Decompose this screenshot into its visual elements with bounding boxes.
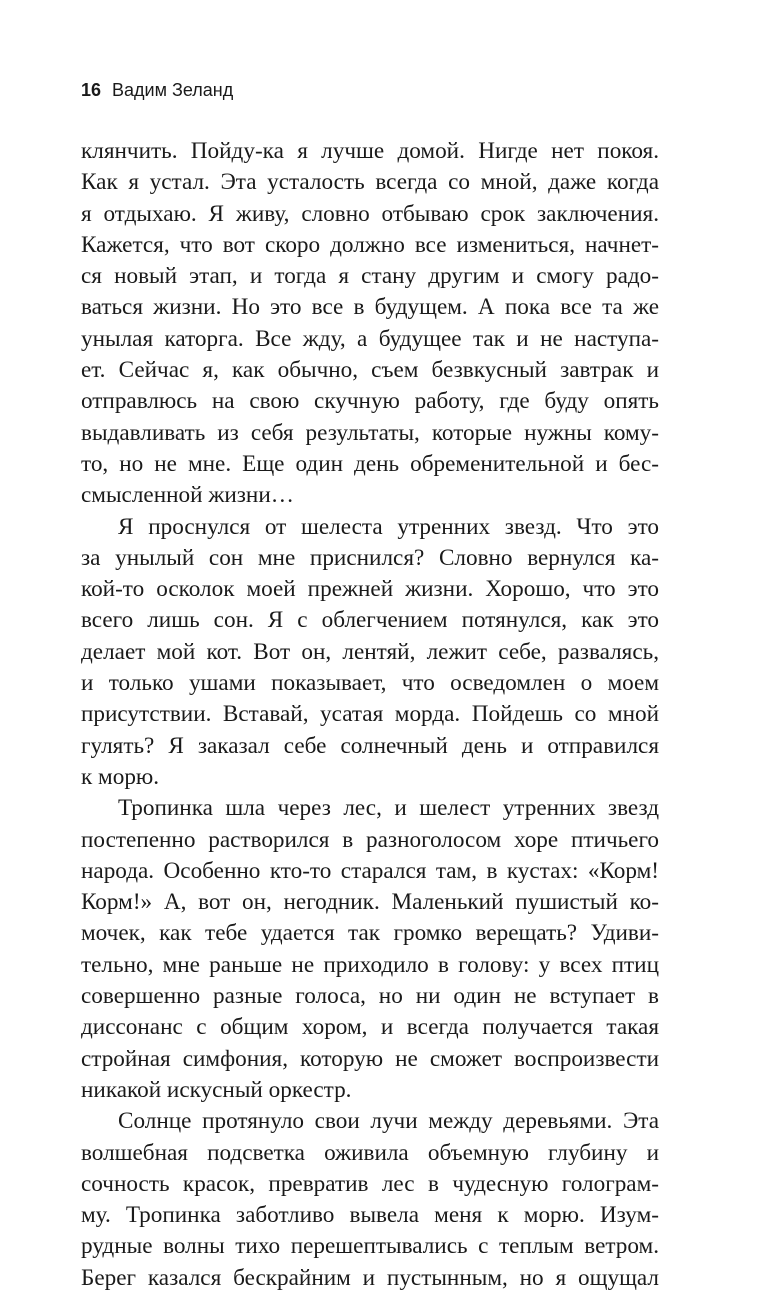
text-line: ет. Сейчас я, как обычно, съем безвкусный завтрак и <box>81 357 659 384</box>
text-line: к морю. <box>81 763 160 790</box>
text-line: Я проснулся от шелеста утренних звезд. Что это <box>118 513 659 540</box>
text-line: смысленной жизни… <box>81 482 294 509</box>
paragraph <box>81 136 659 512</box>
text-line: отправлюсь на свою скучную работу, где буду опять <box>81 388 659 415</box>
text-line: и только ушами показывает, что осведомлен о моем <box>81 670 659 697</box>
text-line: тельно, мне раньше не приходило в голову: у всех птиц <box>81 951 659 978</box>
text-line: Тропинка шла через лес, и шелест утренних звезд <box>118 795 659 822</box>
running-head <box>81 78 233 102</box>
text-line: народа. Особенно кто-то старался там, в кустах: «Корм! <box>81 857 659 884</box>
text-line: всего лишь сон. Я с облегчением потянулся, как это <box>81 607 659 634</box>
text-line: постепенно растворился в разноголосом хоре птичьего <box>81 826 659 853</box>
paragraph <box>81 793 659 1106</box>
text-line: му. Тропинка заботливо вывела меня к морю. Изум- <box>81 1202 659 1229</box>
text-line: диссонанс с общим хором, и всегда получается такая <box>81 1014 659 1041</box>
text-line: кой-то осколок моей прежней жизни. Хорошо, что это <box>81 576 659 603</box>
text-line: то, но не мне. Еще один день обременительной и бес- <box>81 450 659 477</box>
text-line: клянчить. Пойду-ка я лучше домой. Нигде нет покоя. <box>81 138 659 164</box>
text-line: выдавливать из себя результаты, которые нужны кому- <box>81 419 659 446</box>
body-text <box>81 136 659 1294</box>
text-line: унылая каторга. Все жду, а будущее так и не наступа- <box>81 325 659 352</box>
text-line: за унылый сон мне приснился? Словно вернулся ка- <box>81 544 659 571</box>
text-line: стройная симфония, которую не сможет воспроизвести <box>81 1045 659 1072</box>
text-line: совершенно разные голоса, но ни один не вступает в <box>81 983 659 1010</box>
paragraph <box>81 512 659 794</box>
text-line: рудные волны тихо перешептывались с теплым ветром. <box>81 1233 659 1260</box>
text-line: Как я устал. Эта усталость всегда со мной, даже когда <box>81 169 659 196</box>
book-author: Вадим Зеланд <box>112 80 234 100</box>
text-line: делает мой кот. Вот он, лентяй, лежит себе, развалясь, <box>81 638 659 665</box>
text-line: сочность красок, превратив лес в чудесную голограм- <box>81 1170 659 1197</box>
paragraph <box>81 1106 659 1294</box>
text-line: Кажется, что вот скоро должно все измениться, начнет- <box>81 231 659 258</box>
text-line: гулять? Я заказал себе солнечный день и отправился <box>81 732 659 759</box>
text-line: мочек, как тебе удается так громко верещать? Удиви- <box>81 920 659 947</box>
text-line: Солнце протянуло свои лучи между деревьями. Эта <box>118 1108 659 1135</box>
page-number: 16 <box>81 80 102 100</box>
text-line: никакой искусный оркестр. <box>81 1076 352 1103</box>
text-line: Берег казался бескрайним и пустынным, но я ощущал <box>81 1264 659 1291</box>
text-line: ся новый этап, и тогда я стану другим и смогу радо- <box>81 263 659 290</box>
text-line: волшебная подсветка оживила объемную глубину и <box>81 1139 659 1166</box>
text-line: Корм!» А, вот он, негодник. Маленький пушистый ко- <box>81 889 659 916</box>
text-line: я отдыхаю. Я живу, словно отбываю срок заключения. <box>81 200 659 227</box>
text-line: ваться жизни. Но это все в будущем. А пока все та же <box>81 294 659 321</box>
text-line: присутствии. Вставай, усатая морда. Пойдешь со мной <box>81 701 659 728</box>
